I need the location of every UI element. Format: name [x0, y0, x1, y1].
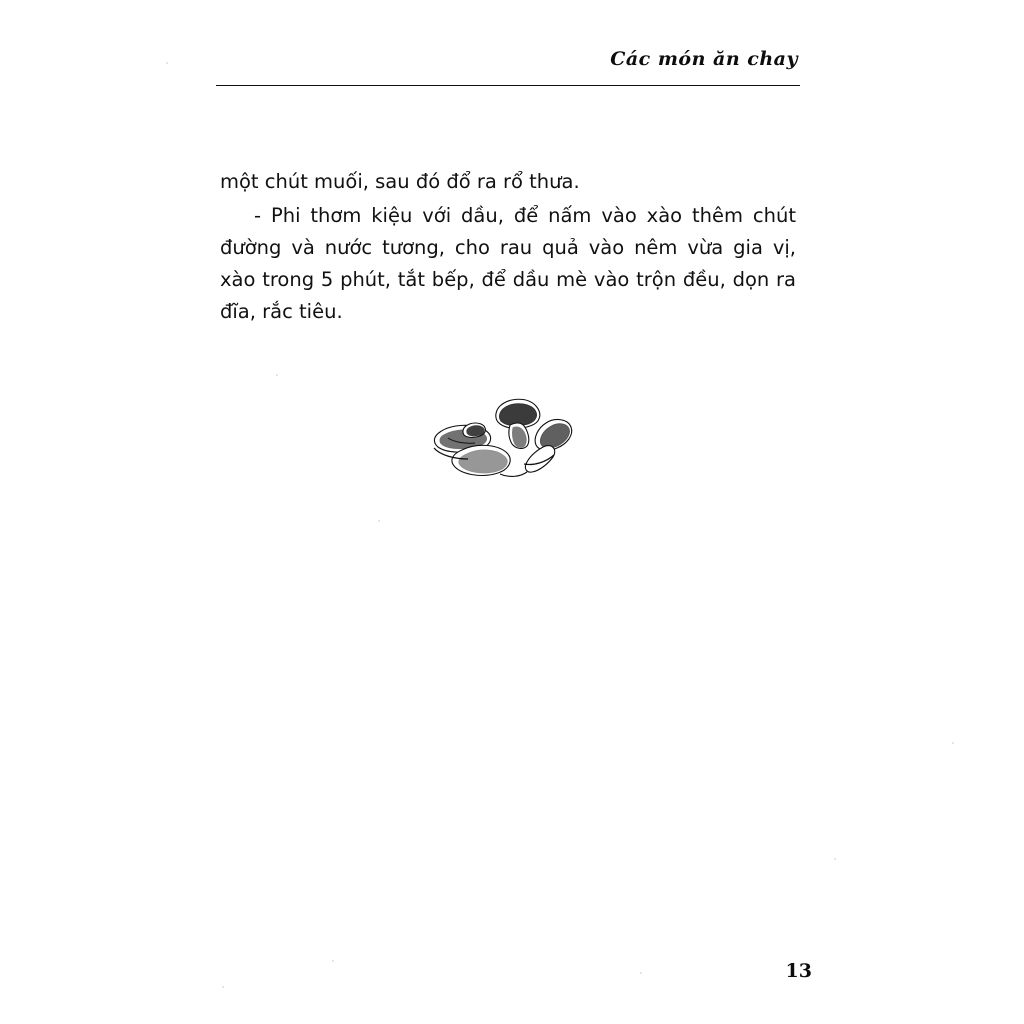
paragraph-continued: một chút muối, sau đó đổ ra rổ thưa.	[220, 170, 580, 193]
scan-speckle	[952, 742, 954, 744]
scan-speckle	[166, 62, 168, 64]
scan-speckle	[332, 960, 334, 962]
paragraph-step: - Phi thơm kiệu với dầu, để nấm vào xào thêm chút đường và nước tương, cho rau quả vào nêm vừa gia vị, xào trong 5 phút, tắt bếp, để dầu mè vào trộn đều, dọn ra đĩa, rắc tiêu.	[220, 204, 796, 323]
body-text-block	[220, 166, 796, 328]
page-header	[216, 48, 800, 86]
scan-speckle	[378, 520, 380, 522]
mushrooms-icon	[404, 378, 634, 508]
scan-speckle	[640, 972, 642, 974]
page-number: 13	[785, 960, 812, 982]
header-divider	[216, 85, 800, 86]
scan-speckle	[834, 858, 836, 860]
scan-speckle	[222, 986, 224, 988]
running-head-title: Các món ăn chay	[610, 48, 798, 70]
mushrooms-illustration	[404, 378, 634, 508]
scan-speckle	[276, 374, 278, 376]
